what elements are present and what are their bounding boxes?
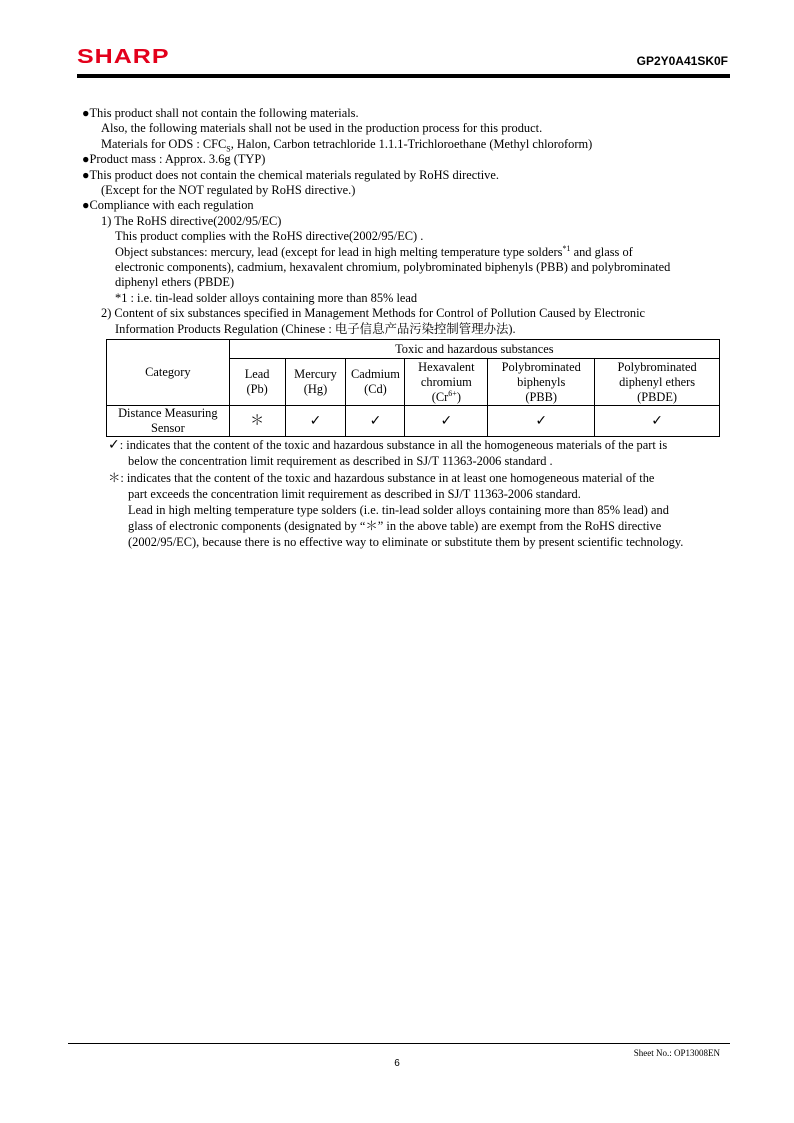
sharp-logo: SHARP bbox=[77, 45, 170, 68]
star-note-line-2: part exceeds the concentration limit requirement as described in SJ/T 11363-2006 standard. bbox=[128, 487, 581, 501]
bullet-product-mass: ●Product mass : Approx. 3.6g (TYP) bbox=[82, 152, 266, 167]
col-pbde: Polybrominated diphenyl ethers (PBDE) bbox=[595, 359, 720, 406]
cell-chromium-value: ✓ bbox=[405, 406, 488, 437]
bullet-materials: ●This product shall not contain the following materials. bbox=[82, 106, 359, 120]
col-mercury: Mercury (Hg) bbox=[285, 359, 346, 406]
footnote-1: *1 : i.e. tin-lead solder alloys containing more than 85% lead bbox=[115, 290, 418, 305]
category-header: Category bbox=[107, 340, 230, 406]
toxic-substances-header: Toxic and hazardous substances bbox=[229, 340, 719, 359]
object-substances-text-3: diphenyl ethers (PBDE) bbox=[115, 275, 235, 290]
rohs-exception-text: (Except for the NOT regulated by RoHS directive.) bbox=[101, 183, 356, 198]
rohs-compliance-text: This product complies with the RoHS directive(2002/95/EC) . bbox=[115, 229, 424, 244]
rohs-directive-heading: 1) The RoHS directive(2002/95/EC) bbox=[101, 213, 282, 228]
ods-text-post: , Halon, Carbon tetrachloride 1.1.1-Trichloroethane (Methyl chloroform) bbox=[230, 136, 593, 151]
china-rohs-heading: 2) Content of six substances specified in Management Methods for Control of Pollution Caused by Electronic bbox=[101, 306, 646, 321]
ods-subscript: S bbox=[226, 144, 231, 154]
bullet-compliance: ●Compliance with each regulation bbox=[82, 198, 254, 213]
row-category-cell: Distance Measuring Sensor bbox=[107, 406, 230, 437]
cell-cadmium-value: ✓ bbox=[346, 406, 405, 437]
col-cadmium: Cadmium (Cd) bbox=[346, 359, 405, 406]
check-note-text: : indicates that the content of the toxic and hazardous substance in all the homogeneous materials of the part is bbox=[119, 438, 668, 452]
check-icon: ✓ bbox=[108, 437, 120, 453]
bullet-rohs-chemicals: ●This product does not contain the chemical materials regulated by RoHS directive. bbox=[82, 167, 499, 182]
object-substances-text bbox=[82, 245, 732, 260]
footnote-marker: *1 bbox=[562, 243, 571, 253]
header-rule bbox=[77, 74, 730, 78]
check-note-line-1 bbox=[108, 437, 667, 453]
ods-text-pre: Materials for ODS : CFC bbox=[101, 136, 227, 151]
cell-mercury-value: ✓ bbox=[285, 406, 346, 437]
object-substances-post: and glass of bbox=[570, 244, 633, 259]
col-chromium: Hexavalent chromium $(Cr^{6+})$ bbox=[405, 359, 488, 406]
object-substances-text-2: electronic components), cadmium, hexavalent chromium, polybrominated biphenyls (PBB) and polybrominated bbox=[115, 260, 671, 275]
star-note-line-5: (2002/95/EC), because there is no effective way to eliminate or substitute them by present scientific technology. bbox=[128, 535, 684, 549]
col-pbb: Polybrominated biphenyls (PBB) bbox=[488, 359, 595, 406]
substances-table bbox=[106, 339, 720, 437]
footer-rule bbox=[68, 1043, 730, 1044]
check-note-line-2: below the concentration limit requirement as described in SJ/T 11363-2006 standard . bbox=[128, 454, 553, 468]
page-number: 6 bbox=[394, 1058, 400, 1069]
sheet-number: Sheet No.: OP13008EN bbox=[633, 1048, 720, 1058]
china-rohs-heading-2: Information Products Regulation (Chinese : 电子信息产品污染控制管理办法). bbox=[115, 321, 516, 336]
materials-process-text: Also, the following materials shall not be used in the production process for this product. bbox=[101, 121, 543, 136]
star-note-text: : indicates that the content of the toxic and hazardous substance in at least one homogeneous material of the bbox=[120, 471, 655, 485]
star-note-line-3: Lead in high melting temperature type solders (i.e. tin-lead solder alloys containing more than 85% lead) and bbox=[128, 503, 669, 517]
cell-lead-value: ＊ bbox=[229, 406, 285, 437]
star-note-line-4: glass of electronic components (designated by “＊” in the above table) are exempt from the RoHS directive bbox=[128, 519, 662, 533]
part-number: GP2Y0A41SK0F bbox=[636, 54, 728, 68]
col-lead: Lead (Pb) bbox=[229, 359, 285, 406]
document-body bbox=[82, 106, 732, 337]
asterisk-icon: ＊ bbox=[108, 471, 121, 485]
cell-pbb-value: ✓ bbox=[488, 406, 595, 437]
star-note-line-1 bbox=[108, 470, 654, 486]
cell-pbde-value: ✓ bbox=[595, 406, 720, 437]
ods-materials-text bbox=[82, 137, 732, 152]
object-substances-pre: Object substances: mercury, lead (except for lead in high melting temperature type solders bbox=[115, 244, 563, 259]
